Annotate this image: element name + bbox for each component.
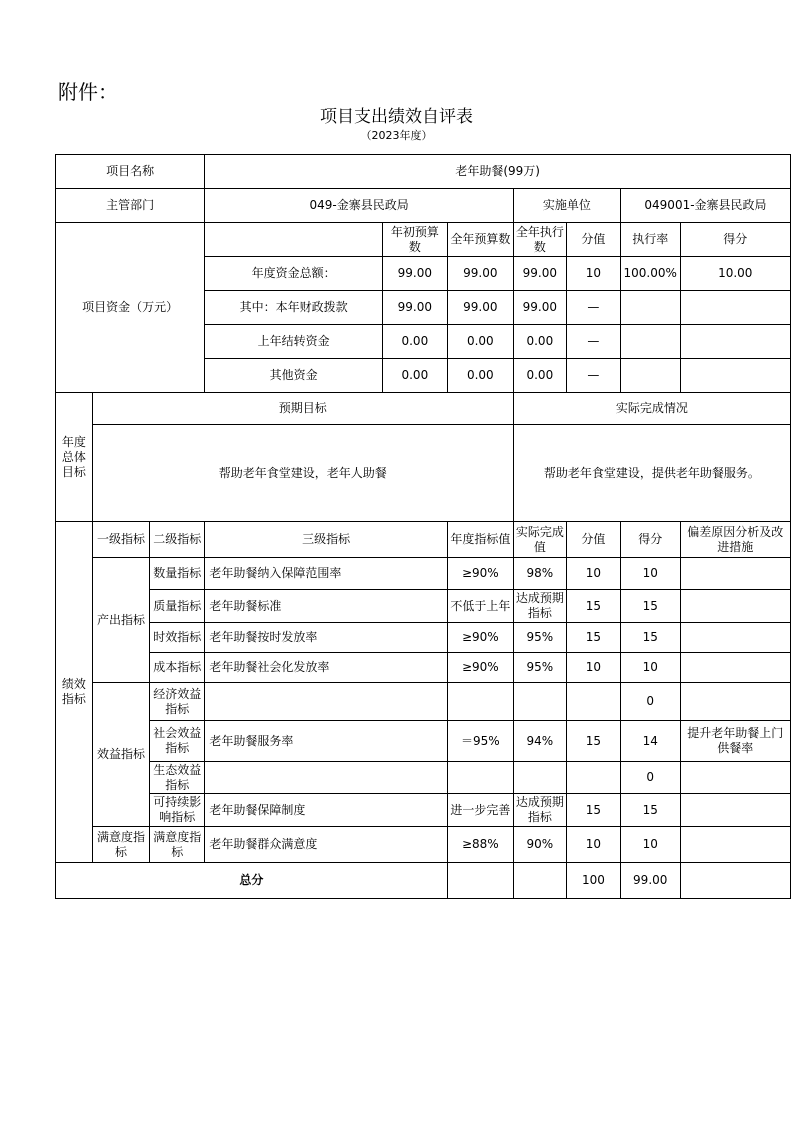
ind-header-l1: 一级指标 (92, 522, 149, 558)
ind-note: 提升老年助餐上门供餐率 (680, 721, 791, 762)
ind-l1-benefit: 效益指标 (92, 683, 149, 827)
funds-header-got: 得分 (680, 223, 791, 257)
indicator-row (56, 721, 791, 762)
funds-row-rate (620, 291, 680, 325)
indicator-row (56, 762, 791, 794)
indicator-row (56, 623, 791, 653)
indicators-section-label: 绩效指标 (56, 522, 93, 863)
ind-actual (513, 683, 566, 721)
funds-row-executed: 0.00 (513, 359, 566, 393)
ind-got: 10 (620, 653, 680, 683)
goals-actual-header: 实际完成情况 (513, 393, 790, 425)
funds-header-score: 分值 (566, 223, 620, 257)
funds-row-got: 10.00 (680, 257, 791, 291)
project-name-row (56, 155, 791, 189)
ind-score (566, 762, 620, 794)
ind-score: 15 (566, 721, 620, 762)
ind-target: 不低于上年 (447, 590, 513, 623)
ind-got: 10 (620, 558, 680, 590)
ind-score: 15 (566, 590, 620, 623)
funds-row-annual: 99.00 (447, 257, 513, 291)
total-blank (513, 863, 566, 899)
funds-header-executed: 全年执行数 (513, 223, 566, 257)
funds-row-initial: 0.00 (382, 325, 447, 359)
ind-target (447, 683, 513, 721)
ind-header-got: 得分 (620, 522, 680, 558)
ind-l2: 满意度指标 (150, 827, 205, 863)
ind-note (680, 558, 791, 590)
ind-got: 0 (620, 762, 680, 794)
total-label: 总分 (56, 863, 448, 899)
ind-actual: 95% (513, 653, 566, 683)
funds-row-got (680, 291, 791, 325)
total-got: 99.00 (620, 863, 680, 899)
ind-score: 15 (566, 794, 620, 827)
funds-row-score: 10 (566, 257, 620, 291)
ind-l1-satisfaction: 满意度指标 (92, 827, 149, 863)
funds-row-initial: 0.00 (382, 359, 447, 393)
ind-actual: 90% (513, 827, 566, 863)
indicator-row (56, 653, 791, 683)
ind-l3 (205, 683, 447, 721)
funds-row-rate (620, 359, 680, 393)
funds-row-executed: 99.00 (513, 291, 566, 325)
funds-row-label: 上年结转资金 (205, 325, 383, 359)
ind-header-note: 偏差原因分析及改进措施 (680, 522, 791, 558)
funds-row-label: 年度资金总额： (205, 257, 383, 291)
indicator-row (56, 827, 791, 863)
ind-l2: 时效指标 (150, 623, 205, 653)
ind-l3: 老年助餐保障制度 (205, 794, 447, 827)
impl-label: 实施单位 (513, 189, 620, 223)
dept-label: 主管部门 (56, 189, 205, 223)
ind-note (680, 827, 791, 863)
ind-target: ＝95% (447, 721, 513, 762)
goals-expected: 帮助老年食堂建设，老年人助餐 (92, 425, 513, 522)
funds-header-row (56, 223, 791, 257)
funds-row-annual: 99.00 (447, 291, 513, 325)
funds-row-label: 其中：本年财政拨款 (205, 291, 383, 325)
ind-score: 10 (566, 558, 620, 590)
ind-l2: 经济效益指标 (150, 683, 205, 721)
funds-header-rate: 执行率 (620, 223, 680, 257)
funds-row-score: — (566, 291, 620, 325)
goals-section-label: 年度总体目标 (56, 393, 93, 522)
ind-score: 15 (566, 623, 620, 653)
ind-target: ≥90% (447, 653, 513, 683)
ind-note (680, 794, 791, 827)
ind-header-actual: 实际完成值 (513, 522, 566, 558)
ind-l3: 老年助餐群众满意度 (205, 827, 447, 863)
ind-got: 0 (620, 683, 680, 721)
ind-target: ≥90% (447, 623, 513, 653)
funds-row-got (680, 325, 791, 359)
ind-l3: 老年助餐服务率 (205, 721, 447, 762)
ind-score (566, 683, 620, 721)
funds-row-rate (620, 325, 680, 359)
ind-actual: 95% (513, 623, 566, 653)
funds-row-executed: 99.00 (513, 257, 566, 291)
ind-l2: 生态效益指标 (150, 762, 205, 794)
project-name-label: 项目名称 (56, 155, 205, 189)
ind-l3: 老年助餐纳入保障范围率 (205, 558, 447, 590)
total-note (680, 863, 791, 899)
funds-row-initial: 99.00 (382, 291, 447, 325)
funds-row-annual: 0.00 (447, 359, 513, 393)
funds-row-executed: 0.00 (513, 325, 566, 359)
funds-row-score: — (566, 325, 620, 359)
impl-value: 049001-金寨县民政局 (620, 189, 790, 223)
ind-l3: 老年助餐社会化发放率 (205, 653, 447, 683)
ind-l2: 成本指标 (150, 653, 205, 683)
ind-got: 15 (620, 590, 680, 623)
ind-header-score: 分值 (566, 522, 620, 558)
ind-l2: 质量指标 (150, 590, 205, 623)
ind-l2: 数量指标 (150, 558, 205, 590)
indicator-row (56, 683, 791, 721)
total-row (56, 863, 791, 899)
funds-row-initial: 99.00 (382, 257, 447, 291)
total-score: 100 (566, 863, 620, 899)
ind-header-l3: 三级指标 (205, 522, 447, 558)
ind-got: 10 (620, 827, 680, 863)
ind-target: ≥88% (447, 827, 513, 863)
goals-content-row (56, 425, 791, 522)
funds-header-initial: 年初预算数 (382, 223, 447, 257)
funds-header-annual: 全年预算数 (447, 223, 513, 257)
ind-target: ≥90% (447, 558, 513, 590)
ind-actual: 达成预期指标 (513, 794, 566, 827)
ind-l3: 老年助餐标准 (205, 590, 447, 623)
project-name-value: 老年助餐(99万) (205, 155, 791, 189)
ind-got: 15 (620, 794, 680, 827)
total-blank (447, 863, 513, 899)
funds-row-label: 其他资金 (205, 359, 383, 393)
ind-note (680, 762, 791, 794)
goals-actual: 帮助老年食堂建设，提供老年助餐服务。 (513, 425, 790, 522)
funds-header-blank (205, 223, 383, 257)
funds-row-rate: 100.00% (620, 257, 680, 291)
ind-l3 (205, 762, 447, 794)
ind-target: 进一步完善 (447, 794, 513, 827)
ind-note (680, 623, 791, 653)
ind-l1-output: 产出指标 (92, 558, 149, 683)
goals-header-row (56, 393, 791, 425)
goals-expected-header: 预期目标 (92, 393, 513, 425)
funds-row-got (680, 359, 791, 393)
ind-l3: 老年助餐按时发放率 (205, 623, 447, 653)
ind-actual: 94% (513, 721, 566, 762)
ind-l2: 社会效益指标 (150, 721, 205, 762)
ind-actual: 98% (513, 558, 566, 590)
ind-score: 10 (566, 653, 620, 683)
funds-row-annual: 0.00 (447, 325, 513, 359)
indicators-header-row (56, 522, 791, 558)
ind-got: 14 (620, 721, 680, 762)
ind-note (680, 683, 791, 721)
indicator-row (56, 794, 791, 827)
year-subtitle: （2023年度） (360, 129, 433, 142)
ind-note (680, 590, 791, 623)
ind-actual: 达成预期指标 (513, 590, 566, 623)
funds-row-score: — (566, 359, 620, 393)
indicator-row (56, 558, 791, 590)
ind-actual (513, 762, 566, 794)
ind-header-target: 年度指标值 (447, 522, 513, 558)
ind-target (447, 762, 513, 794)
dept-value: 049-金寨县民政局 (205, 189, 513, 223)
page-title: 项目支出绩效自评表 (320, 107, 473, 127)
performance-table (55, 154, 791, 899)
ind-score: 10 (566, 827, 620, 863)
funds-section-label: 项目资金（万元） (56, 223, 205, 393)
indicator-row (56, 590, 791, 623)
ind-l2: 可持续影响指标 (150, 794, 205, 827)
ind-header-l2: 二级指标 (150, 522, 205, 558)
ind-got: 15 (620, 623, 680, 653)
dept-row (56, 189, 791, 223)
ind-note (680, 653, 791, 683)
attachment-label: 附件： (58, 80, 118, 104)
